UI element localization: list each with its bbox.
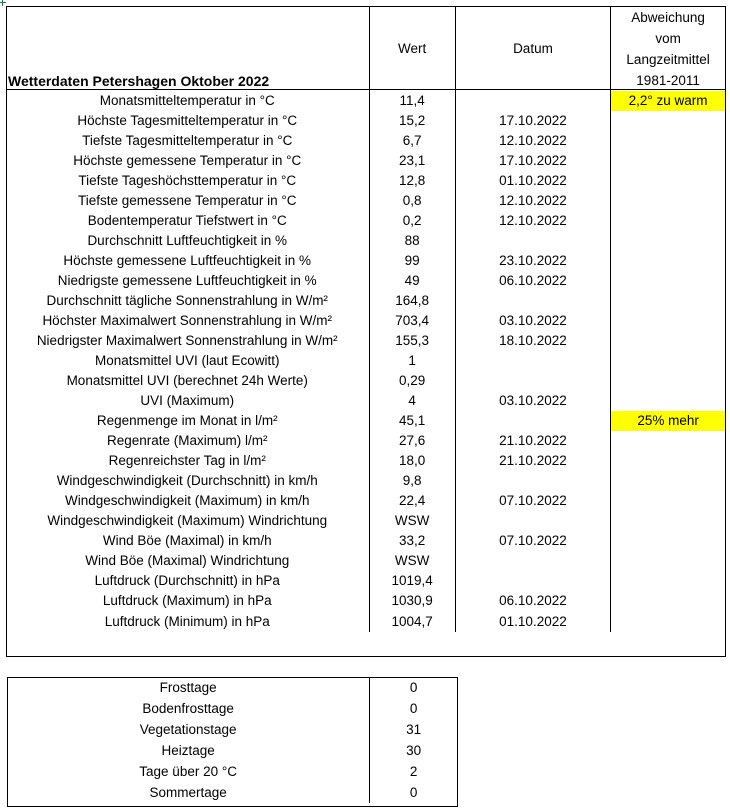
row-label[interactable]: Durchschnitt tägliche Sonnenstrahlung in W/m²	[46, 293, 328, 309]
row-wert[interactable]: 27,6	[369, 431, 455, 451]
header-wert[interactable]: Wert	[369, 6, 455, 91]
row-abweichung[interactable]: 25% mehr	[611, 411, 725, 431]
row-abweichung[interactable]	[611, 511, 725, 531]
row-wert[interactable]: 1	[369, 351, 455, 371]
row-label[interactable]: Monatsmittel UVI (laut Ecowitt)	[94, 353, 280, 369]
row-abweichung[interactable]	[611, 331, 725, 351]
row-label[interactable]: Windgeschwindigkeit (Maximum) Windrichtung	[47, 513, 328, 529]
row-datum[interactable]: 12.10.2022	[499, 213, 567, 229]
table-row	[6, 531, 725, 551]
row-wert[interactable]: 12,8	[369, 171, 455, 191]
stats-row	[7, 782, 457, 803]
row-datum[interactable]: 06.10.2022	[499, 593, 567, 609]
table-row	[6, 391, 725, 411]
table-row	[6, 151, 725, 171]
row-abweichung[interactable]	[611, 391, 725, 411]
row-abweichung[interactable]	[611, 471, 725, 491]
stats-row	[7, 677, 457, 698]
row-label[interactable]: Tiefste gemessene Temperatur in °C	[78, 193, 297, 209]
row-datum[interactable]	[455, 351, 610, 371]
row-datum[interactable]	[455, 371, 610, 391]
table-row	[6, 271, 725, 291]
stats-wert[interactable]: 2	[370, 761, 457, 782]
stats-wert[interactable]: 0	[370, 677, 457, 698]
row-label[interactable]: Höchste gemessene Luftfeuchtigkeit in %	[63, 253, 312, 269]
stats-wert[interactable]: 0	[370, 698, 457, 719]
row-abweichung[interactable]	[611, 371, 725, 391]
row-label[interactable]: UVI (Maximum)	[140, 393, 235, 409]
row-label[interactable]: Luftdruck (Maximum) in hPa	[102, 593, 272, 609]
row-wert[interactable]: 6,7	[369, 131, 455, 151]
table-row	[6, 111, 725, 131]
row-abweichung[interactable]	[611, 611, 725, 632]
row-datum[interactable]: 01.10.2022	[499, 173, 567, 189]
row-datum[interactable]: 01.10.2022	[499, 613, 567, 629]
row-wert[interactable]: WSW	[369, 551, 455, 571]
row-datum[interactable]: 12.10.2022	[499, 133, 567, 149]
table-row	[6, 231, 725, 251]
row-datum[interactable]: 18.10.2022	[499, 333, 567, 349]
row-wert[interactable]: 49	[369, 271, 455, 291]
stats-label[interactable]: Tage über 20 °C	[139, 763, 237, 779]
row-label[interactable]: Niedrigste gemessene Luftfeuchtigkeit in %	[57, 273, 317, 289]
row-wert[interactable]: 99	[369, 251, 455, 271]
row-label[interactable]: Luftdruck (Minimum) in hPa	[104, 613, 270, 629]
row-abweichung[interactable]	[611, 531, 725, 551]
row-label[interactable]: Durchschnitt Luftfeuchtigkeit in %	[87, 233, 288, 249]
row-datum[interactable]	[455, 231, 610, 251]
row-abweichung[interactable]	[611, 311, 725, 331]
table-row	[6, 331, 725, 351]
row-datum[interactable]	[455, 291, 610, 311]
row-label[interactable]: Monatsmittel UVI (berechnet 24h Werte)	[66, 373, 308, 389]
row-datum[interactable]: 07.10.2022	[499, 533, 567, 549]
row-wert[interactable]: 11,4	[369, 91, 455, 111]
row-datum[interactable]	[455, 471, 610, 491]
header-abweichung-line: vom	[655, 30, 681, 46]
stats-row	[7, 740, 457, 761]
table-row	[6, 191, 725, 211]
row-abweichung[interactable]	[611, 271, 725, 291]
row-label[interactable]: Luftdruck (Durchschnitt) in hPa	[94, 573, 280, 589]
row-label[interactable]: Regenreichster Tag in l/m²	[108, 453, 266, 469]
row-abweichung[interactable]	[611, 211, 725, 231]
row-abweichung[interactable]: 2,2° zu warm	[611, 91, 725, 111]
row-label[interactable]: Windgeschwindigkeit (Durchschnitt) in km/h	[56, 473, 318, 489]
row-abweichung[interactable]	[611, 171, 725, 191]
row-abweichung[interactable]	[611, 251, 725, 271]
row-datum[interactable]: 03.10.2022	[499, 393, 567, 409]
row-wert[interactable]: 88	[369, 231, 455, 251]
table-row	[6, 511, 725, 531]
row-abweichung[interactable]	[611, 491, 725, 511]
row-label[interactable]: Höchste Tagesmitteltemperatur in °C	[77, 113, 298, 129]
row-wert[interactable]: 1004,7	[369, 611, 455, 632]
row-label[interactable]: Regenmenge im Monat in l/m²	[96, 413, 278, 429]
sheet-title[interactable]: Wetterdaten Petershagen Oktober 2022	[8, 73, 270, 89]
row-wert[interactable]: 45,1	[369, 411, 455, 431]
row-datum[interactable]: 03.10.2022	[499, 313, 567, 329]
row-wert[interactable]: 0,8	[369, 191, 455, 211]
table-row	[6, 491, 725, 511]
table-row	[6, 371, 725, 391]
day-count-table	[7, 677, 457, 803]
table-row	[6, 291, 725, 311]
stats-row	[7, 719, 457, 740]
row-label[interactable]: Wind Böe (Maximal) in km/h	[102, 533, 272, 549]
row-abweichung[interactable]	[611, 591, 725, 611]
row-wert[interactable]: 23,1	[369, 151, 455, 171]
row-abweichung[interactable]	[611, 451, 725, 471]
stats-wert[interactable]: 30	[370, 740, 457, 761]
row-label[interactable]: Höchster Maximalwert Sonnenstrahlung in W/m²	[42, 313, 333, 329]
row-wert[interactable]: 9,8	[369, 471, 455, 491]
row-datum[interactable]: 21.10.2022	[499, 433, 567, 449]
stats-label[interactable]: Bodenfrosttage	[142, 700, 234, 716]
row-abweichung[interactable]	[611, 131, 725, 151]
row-label[interactable]: Regenrate (Maximum) l/m²	[106, 433, 268, 449]
table-row	[6, 411, 725, 431]
row-datum[interactable]	[455, 91, 610, 111]
row-datum[interactable]: 17.10.2022	[499, 153, 567, 169]
table-row	[6, 211, 725, 231]
row-wert[interactable]: 155,3	[369, 331, 455, 351]
row-wert[interactable]: 703,4	[369, 311, 455, 331]
row-datum[interactable]: 06.10.2022	[499, 273, 567, 289]
stats-row	[7, 698, 457, 719]
row-label[interactable]: Tiefste Tagesmitteltemperatur in °C	[82, 133, 293, 149]
table-row	[6, 611, 725, 632]
header-divider	[6, 89, 726, 90]
table-row	[6, 591, 725, 611]
stats-label[interactable]: Frosttage	[159, 679, 217, 695]
stats-label[interactable]: Heiztage	[161, 742, 215, 758]
row-wert[interactable]: WSW	[369, 511, 455, 531]
row-wert[interactable]: 15,2	[369, 111, 455, 131]
row-label[interactable]: Windgeschwindigkeit (Maximum) in km/h	[64, 493, 310, 509]
row-datum[interactable]: 21.10.2022	[499, 453, 567, 469]
row-datum[interactable]	[455, 551, 610, 571]
weather-data-table	[6, 6, 725, 632]
row-wert[interactable]: 18,0	[369, 451, 455, 471]
row-datum[interactable]: 07.10.2022	[499, 493, 567, 509]
stats-row	[7, 761, 457, 782]
table-row	[6, 171, 725, 191]
row-datum[interactable]	[455, 571, 610, 591]
row-wert[interactable]: 0,2	[369, 211, 455, 231]
row-abweichung[interactable]	[611, 151, 725, 171]
row-label[interactable]: Wind Böe (Maximal) Windrichtung	[85, 553, 290, 569]
header-abweichung-line: Abweichung	[631, 9, 705, 25]
row-label[interactable]: Bodentemperatur Tiefstwert in °C	[87, 213, 287, 229]
row-wert[interactable]: 1030,9	[369, 591, 455, 611]
row-datum[interactable]: 23.10.2022	[499, 253, 567, 269]
row-abweichung[interactable]	[611, 191, 725, 211]
row-wert[interactable]: 164,8	[369, 291, 455, 311]
header-abweichung-line: Langzeitmittel	[626, 51, 710, 67]
table-row	[6, 131, 725, 151]
row-abweichung[interactable]	[611, 111, 725, 131]
row-label[interactable]: Monatsmitteltemperatur in °C	[99, 93, 275, 109]
header-datum[interactable]: Datum	[513, 40, 553, 56]
row-label[interactable]: Niedrigster Maximalwert Sonnenstrahlung in W/m²	[36, 333, 338, 349]
table-row	[6, 311, 725, 331]
row-wert[interactable]: 33,2	[369, 531, 455, 551]
table-row	[6, 571, 725, 591]
row-abweichung[interactable]	[611, 551, 725, 571]
row-abweichung[interactable]	[611, 431, 725, 451]
row-datum[interactable]: 17.10.2022	[499, 113, 567, 129]
row-label[interactable]: Höchste gemessene Temperatur in °C	[73, 153, 302, 169]
table-row	[6, 351, 725, 371]
row-abweichung[interactable]	[611, 571, 725, 591]
stats-label[interactable]: Sommertage	[149, 784, 227, 800]
row-datum[interactable]: 12.10.2022	[499, 193, 567, 209]
row-wert[interactable]: 4	[369, 391, 455, 411]
stats-wert[interactable]: 31	[370, 719, 457, 740]
header-abweichung[interactable]	[611, 6, 725, 91]
table-row	[6, 471, 725, 491]
row-datum[interactable]	[455, 511, 610, 531]
table-row	[6, 551, 725, 571]
stats-label[interactable]: Vegetationstage	[139, 721, 237, 737]
row-datum[interactable]	[455, 411, 610, 431]
row-abweichung[interactable]	[611, 291, 725, 311]
row-abweichung[interactable]	[611, 231, 725, 251]
row-abweichung[interactable]	[611, 351, 725, 371]
header-row	[6, 6, 725, 91]
header-abweichung-line: 1981-2011	[636, 72, 700, 88]
row-wert[interactable]: 1019,4	[369, 571, 455, 591]
table-row	[6, 451, 725, 471]
table-row	[6, 251, 725, 271]
table-row	[6, 91, 725, 111]
stats-wert[interactable]: 0	[370, 782, 457, 803]
row-wert[interactable]: 22,4	[369, 491, 455, 511]
table-row	[6, 431, 725, 451]
row-wert[interactable]: 0,29	[369, 371, 455, 391]
row-label[interactable]: Tiefste Tageshöchsttemperatur in °C	[78, 173, 297, 189]
